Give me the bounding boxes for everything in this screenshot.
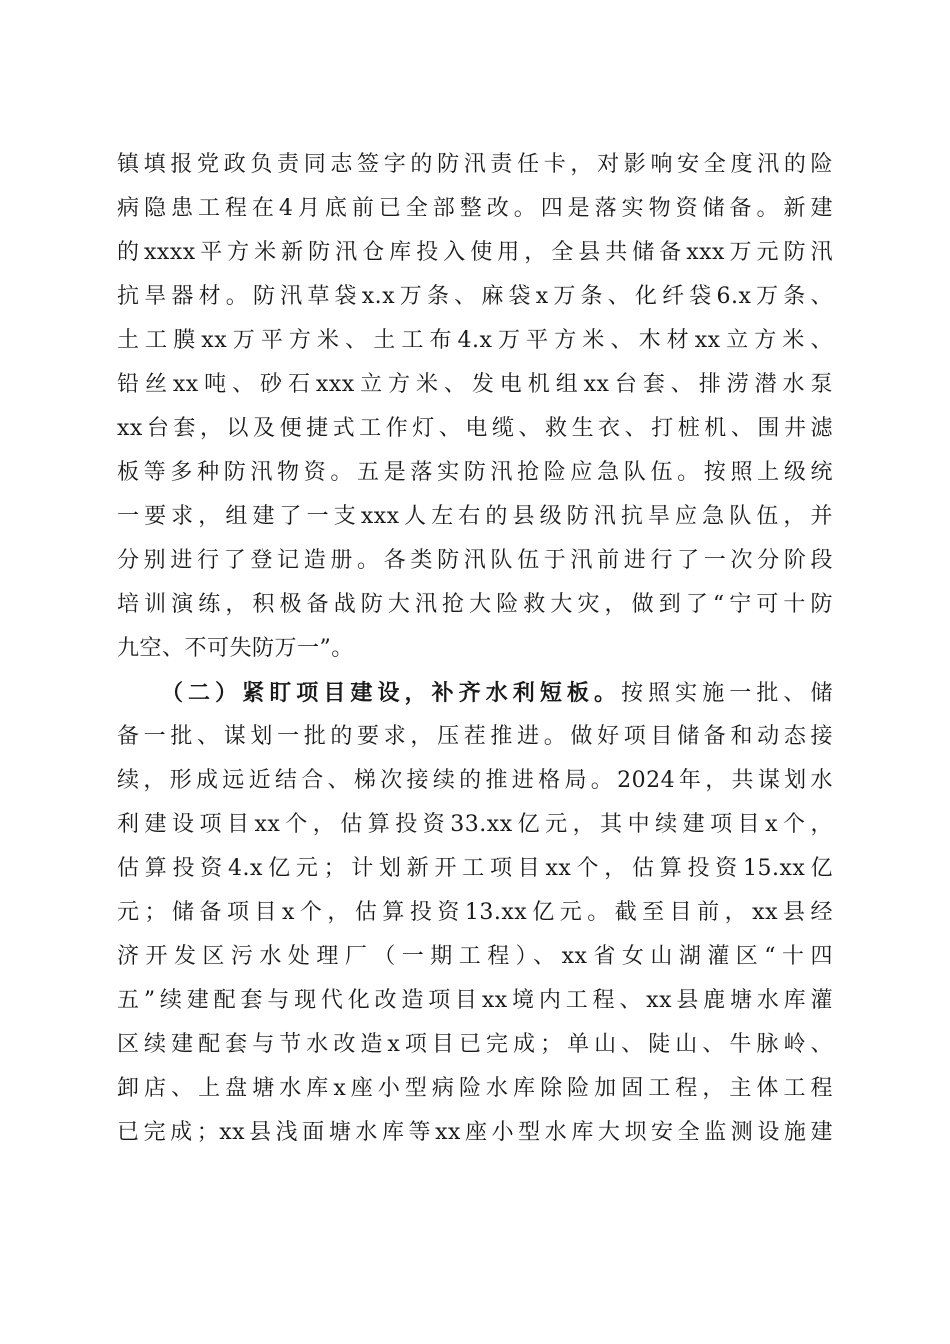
text-line: 病隐患工程在4月底前已全部整改。四是落实物资储备。新建 (117, 196, 833, 221)
text-line: 卸店、上盘塘水库x座小型病险水库除险加固工程，主体工程 (117, 1076, 833, 1101)
text-line: 九空、不可失防万一”。 (117, 636, 354, 661)
section-heading-line (117, 671, 833, 715)
text-line: 镇填报党政负责同志签字的防汛责任卡，对影响安全度汛的险 (117, 152, 833, 177)
text-line: 抗旱器材。防汛草袋x.x万条、麻袋x万条、化纤袋6.x万条、 (117, 284, 833, 309)
text-line: 板等多种防汛物资。五是落实防汛抢险应急队伍。按照上级统 (117, 460, 833, 485)
text-line: 分别进行了登记造册。各类防汛队伍于汛前进行了一次分阶段 (117, 548, 833, 573)
section-heading-rest: 按照实施一批、储 (621, 681, 833, 706)
text-line: 五”续建配套与现代化改造项目xx境内工程、xx县鹿塘水库灌 (117, 988, 833, 1013)
text-line: 备一批、谋划一批的要求，压茬推进。做好项目储备和动态接 (117, 724, 833, 749)
section-heading: （二）紧盯项目建设，补齐水利短板。 (161, 680, 622, 706)
text-line: 铅丝xx吨、砂石xxx立方米、发电机组xx台套、排涝潜水泵 (117, 372, 833, 397)
text-line: 土工膜xx万平方米、土工布4.x万平方米、木材xx立方米、 (117, 328, 833, 353)
text-line: 一要求，组建了一支xxx人左右的县级防汛抗旱应急队伍，并 (117, 504, 833, 529)
paragraph-supplies (117, 143, 833, 671)
text-line: 已完成；xx县浅面塘水库等xx座小型水库大坝安全监测设施建 (117, 1120, 833, 1145)
paragraph-project-construction (117, 671, 833, 1155)
text-line: 续，形成远近结合、梯次接续的推进格局。2024年，共谋划水 (117, 768, 833, 793)
text-line: 利建设项目xx个，估算投资33.xx亿元，其中续建项目x个， (117, 812, 833, 837)
text-line: 的xxxx平方米新防汛仓库投入使用，全县共储备xxx万元防汛 (117, 240, 833, 265)
text-line: 培训演练，积极备战防大汛抢大险救大灾，做到了“宁可十防 (117, 592, 833, 617)
text-line: xx台套，以及便捷式工作灯、电缆、救生衣、打桩机、围井滤 (117, 416, 833, 441)
text-line: 估算投资4.x亿元；计划新开工项目xx个，估算投资15.xx亿 (117, 856, 833, 881)
text-line: 济开发区污水处理厂（一期工程）、xx省女山湖灌区“十四 (117, 944, 833, 969)
text-line: 元；储备项目x个，估算投资13.xx亿元。截至目前，xx县经 (117, 900, 833, 925)
text-line: 区续建配套与节水改造x项目已完成；单山、陡山、牛脉岭、 (117, 1032, 833, 1057)
